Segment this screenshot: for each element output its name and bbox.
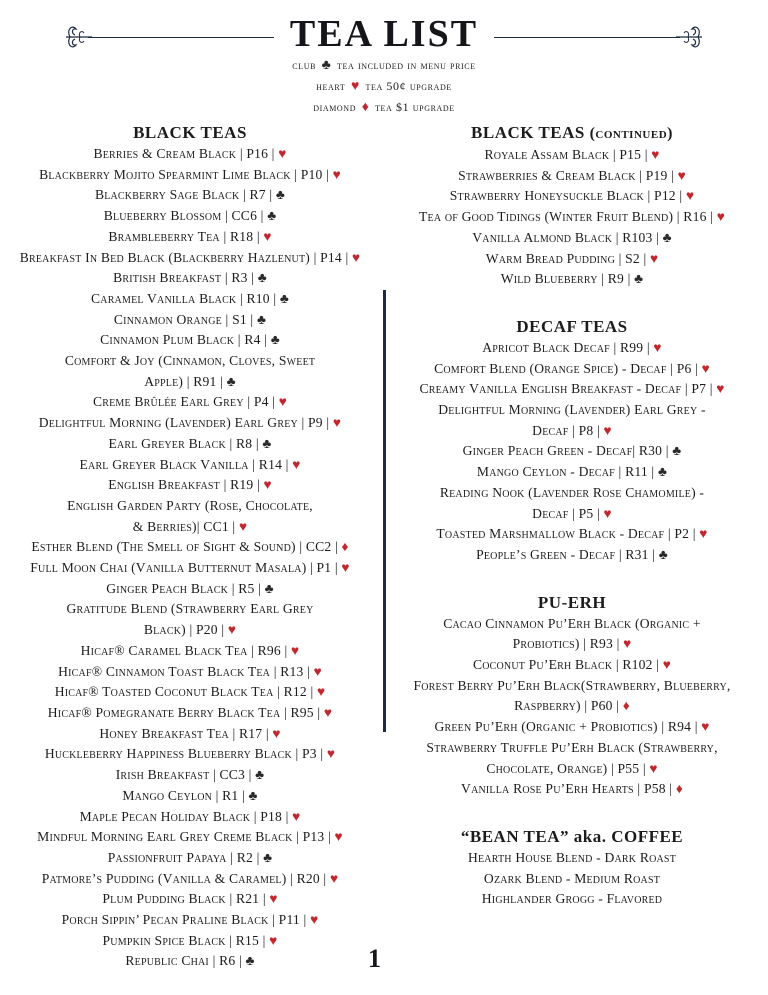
heart-icon: ♥ [269, 891, 278, 907]
club-icon: ♣ [275, 187, 286, 203]
item-text: Irish Breakfast | CC3 | [115, 767, 256, 783]
item-text: Decaf | P8 | [532, 422, 604, 438]
list-item [12, 268, 368, 289]
club-icon: ♣ [634, 271, 644, 287]
section-title-coffee: “BEAN TEA” aka. COFFEE [460, 826, 684, 846]
list-item [398, 614, 746, 655]
item-text: Caramel Vanilla Black | R10 | [91, 290, 280, 306]
list-item [12, 248, 368, 269]
club-icon: ♣ [321, 58, 332, 73]
diamond-icon: ♦ [622, 698, 630, 714]
item-text: Ozark Blend - Medium Roast [483, 870, 661, 886]
heart-icon: ♥ [662, 657, 672, 673]
item-text: Creme Brûlée Earl Grey | P4 | [92, 394, 279, 410]
legend-label: diamond [313, 100, 357, 114]
item-text: Strawberry Truffle Pu’Erh Black (Strawberry, [426, 739, 718, 755]
item-text: Porch Sippin’ Pecan Praline Black | P11 | [61, 912, 311, 928]
legend-club [0, 58, 768, 74]
page-title: TEA LIST [289, 13, 479, 55]
heart-icon: ♥ [651, 147, 660, 162]
list-item [12, 475, 368, 496]
list-item [12, 910, 368, 931]
list-item [398, 359, 746, 380]
heart-icon: ♥ [313, 663, 322, 679]
legend-label: club [292, 58, 317, 72]
list-item [12, 827, 368, 848]
heart-icon: ♥ [334, 829, 343, 845]
item-text: Wild Blueberry | R9 | [500, 271, 635, 287]
club-icon: ♣ [662, 229, 672, 245]
list-item [12, 289, 368, 310]
list-item [398, 889, 746, 910]
item-text: Blueberry Blossom | CC6 | [103, 208, 268, 224]
list-item [398, 717, 746, 738]
item-text: Comfort & Joy (Cinnamon, Cloves, Sweet [64, 353, 316, 369]
heart-icon: ♥ [716, 381, 725, 397]
heart-icon: ♥ [603, 505, 612, 521]
heart-icon: ♥ [227, 622, 237, 638]
list-item [398, 462, 746, 483]
tea-list [398, 145, 746, 290]
heart-icon: ♥ [716, 209, 725, 225]
list-item [398, 869, 746, 890]
section-title-text: BLACK TEAS [471, 123, 585, 142]
list-item [12, 558, 368, 579]
list-item [398, 779, 746, 800]
item-text: & Berries)| CC1 | [132, 518, 239, 534]
list-item [398, 483, 746, 524]
page-number: 1 [368, 944, 381, 973]
club-icon: ♣ [672, 443, 682, 459]
item-text: Delightful Morning (Lavender) Earl Grey | P9 | [38, 415, 333, 431]
page-header [0, 0, 768, 120]
item-text: Pumpkin Spice Black | R15 | [102, 932, 270, 948]
heart-icon: ♥ [332, 415, 342, 431]
club-icon: ♣ [226, 373, 236, 389]
list-item [12, 310, 368, 331]
heart-icon: ♥ [332, 166, 341, 182]
item-text: Cinnamon Plum Black | R4 | [100, 332, 271, 348]
club-icon: ♣ [264, 580, 274, 596]
list-item [12, 537, 368, 558]
list-item [12, 703, 368, 724]
item-text: Royale Assam Black | P15 | [484, 147, 652, 162]
list-item [12, 889, 368, 910]
list-item [398, 228, 746, 249]
item-text: Hearth House Blend - Dark Roast [467, 849, 677, 865]
list-item [398, 655, 746, 676]
list-item [398, 545, 746, 566]
item-text: British Breakfast | R3 | [113, 270, 258, 286]
list-item [12, 206, 368, 227]
club-icon: ♣ [257, 270, 267, 286]
club-icon: ♣ [279, 290, 289, 306]
heart-icon: ♥ [350, 79, 360, 94]
item-text: Creamy Vanilla English Breakfast - Decaf | P7 | [419, 381, 717, 397]
header-rule-right [494, 37, 680, 38]
item-text: Passionfruit Papaya | R2 | [107, 849, 264, 865]
item-text: Hicaf® Toasted Coconut Black Tea | R12 | [54, 684, 318, 700]
diamond-icon: ♦ [675, 781, 683, 797]
item-text: Apple) | R91 | [144, 373, 227, 389]
item-text: English Garden Party (Rose, Chocolate, [67, 497, 313, 513]
list-item [398, 166, 746, 187]
item-text: Forest Berry Pu’Erh Black(Strawberry, Blueberry, [413, 677, 731, 693]
heart-icon: ♥ [701, 719, 710, 735]
item-text: Toasted Marshmallow Black - Decaf | P2 | [436, 526, 700, 542]
club-icon: ♣ [658, 546, 668, 562]
club-icon: ♣ [263, 849, 273, 865]
list-item [12, 144, 368, 165]
list-item [12, 165, 368, 186]
list-item [12, 227, 368, 248]
legend-text: tea 50¢ upgrade [365, 79, 452, 93]
legend-label: heart [316, 79, 346, 93]
item-text: Vanilla Almond Black | R103 | [472, 229, 663, 245]
list-item [12, 848, 368, 869]
diamond-icon: ♦ [341, 539, 349, 555]
club-icon: ♣ [248, 787, 258, 803]
club-icon: ♣ [245, 953, 255, 969]
list-item [398, 338, 746, 359]
list-item [12, 392, 368, 413]
item-text: Honey Breakfast Tea | R17 | [99, 725, 273, 741]
list-item [12, 931, 368, 952]
list-item [12, 496, 368, 537]
club-icon: ♣ [267, 208, 277, 224]
item-text: Tea of Good Tidings (Winter Fruit Blend) | R16 | [419, 209, 717, 225]
heart-icon: ♥ [269, 932, 278, 948]
item-text: Berries & Cream Black | P16 | [93, 146, 279, 161]
item-text: Apricot Black Decaf | R99 | [482, 339, 654, 355]
item-text: Probiotics) | R93 | [512, 636, 624, 652]
list-item [12, 330, 368, 351]
heart-icon: ♥ [292, 456, 301, 472]
item-text: Delightful Morning (Lavender) Earl Grey - [438, 402, 706, 418]
heart-icon: ♥ [623, 636, 632, 652]
heart-icon: ♥ [323, 704, 333, 720]
list-item [12, 744, 368, 765]
item-text: Hicaf® Cinnamon Toast Black Tea | R13 | [58, 663, 314, 679]
heart-icon: ♥ [329, 870, 339, 886]
list-item [12, 807, 368, 828]
item-text: Blackberry Sage Black | R7 | [94, 187, 276, 203]
heart-icon: ♥ [310, 912, 319, 928]
list-item [398, 400, 746, 441]
list-item [12, 786, 368, 807]
list-item [398, 207, 746, 228]
section-title-decaf-teas: DECAF TEAS [516, 316, 628, 336]
list-item [398, 379, 746, 400]
heart-icon: ♥ [677, 167, 686, 183]
tea-list [398, 614, 746, 800]
item-text: Comfort Blend (Orange Spice) - Decaf | P6 | [434, 360, 702, 376]
list-item [12, 682, 368, 703]
heart-icon: ♥ [326, 746, 336, 762]
item-text: Cinnamon Orange | S1 | [113, 311, 257, 327]
list-item [12, 765, 368, 786]
item-text: Green Pu’Erh (Organic + Probiotics) | R94 | [434, 719, 702, 735]
heart-icon: ♥ [263, 228, 272, 244]
list-item [398, 249, 746, 270]
item-text: Plum Pudding Black | R21 | [102, 891, 270, 907]
section-title-suffix: (continued) [589, 125, 673, 142]
item-text: Hicaf® Caramel Black Tea | R96 | [80, 642, 292, 658]
item-text: Full Moon Chai (Vanilla Butternut Masala) | P1 | [30, 560, 342, 576]
heart-icon: ♥ [291, 642, 300, 658]
list-item [398, 269, 746, 290]
list-item [398, 186, 746, 207]
item-text: Vanilla Rose Pu’Erh Hearts | P58 | [461, 781, 676, 797]
list-item [12, 869, 368, 890]
item-text: Reading Nook (Lavender Rose Chamomile) - [439, 484, 705, 500]
heart-icon: ♥ [278, 394, 288, 410]
list-item [398, 441, 746, 462]
list-item [12, 185, 368, 206]
section-title-black-teas-continued [398, 122, 746, 145]
section-title-pu-erh: PU-ERH [537, 592, 607, 612]
list-item [12, 641, 368, 662]
list-item [398, 524, 746, 545]
item-text: Ginger Peach Black | R5 | [106, 580, 265, 596]
heart-icon: ♥ [653, 339, 662, 355]
item-text: Maple Pecan Holiday Black | P18 | [79, 808, 293, 824]
diamond-icon: ♦ [361, 100, 370, 115]
list-item [12, 434, 368, 455]
list-item [12, 413, 368, 434]
item-text: Ginger Peach Green - Decaf| R30 | [462, 443, 673, 459]
heart-icon: ♥ [351, 249, 361, 265]
item-text: Gratitude Blend (Strawberry Earl Grey [66, 601, 314, 617]
heart-icon: ♥ [278, 146, 287, 161]
list-item [12, 351, 368, 392]
item-text: Republic Chai | R6 | [125, 953, 246, 969]
item-text: Cacao Cinnamon Pu’Erh Black (Organic + [443, 615, 701, 631]
club-icon: ♣ [256, 311, 267, 327]
heart-icon: ♥ [238, 518, 248, 534]
item-text: Mindful Morning Earl Grey Creme Black | P13 | [37, 829, 335, 845]
heart-icon: ♥ [685, 188, 695, 204]
item-text: Earl Greyer Black Vanilla | R14 | [79, 456, 293, 472]
club-icon: ♣ [270, 332, 280, 348]
legend-text: tea included in menu price [337, 58, 476, 72]
item-text: Breakfast In Bed Black (Blackberry Hazlenut) | P14 | [19, 249, 352, 265]
item-text: Brambleberry Tea | R18 | [108, 228, 264, 244]
legend-diamond [0, 100, 768, 116]
legend-text: tea $1 upgrade [375, 100, 455, 114]
item-text: Highlander Grogg - Flavored [481, 891, 663, 907]
left-column [12, 122, 368, 972]
list-item [12, 662, 368, 683]
legend-heart [0, 79, 768, 95]
item-text: Esther Blend (The Smell of Sight & Sound) | CC2 | [31, 539, 342, 555]
list-item [398, 145, 746, 166]
column-divider [383, 290, 386, 732]
club-icon: ♣ [255, 767, 265, 783]
item-text: People’s Green - Decaf | R31 | [476, 546, 659, 562]
heart-icon: ♥ [701, 360, 710, 376]
item-text: Black) | P20 | [143, 622, 228, 638]
item-text: Hicaf® Pomegranate Berry Black Tea | R95 | [47, 704, 324, 720]
heart-icon: ♥ [649, 760, 658, 776]
item-text: Decaf | P5 | [532, 505, 604, 521]
item-text: Strawberry Honeysuckle Black | P12 | [449, 188, 686, 204]
item-text: Mango Ceylon | R1 | [122, 787, 249, 803]
coffee-list [398, 848, 746, 910]
list-item [398, 676, 746, 717]
heart-icon: ♥ [341, 560, 350, 576]
tea-list [398, 338, 746, 566]
item-text: Warm Bread Pudding | S2 | [485, 250, 650, 266]
tea-list [12, 144, 368, 972]
item-text: Coconut Pu’Erh Black | R102 | [472, 657, 663, 673]
heart-icon: ♥ [650, 250, 659, 266]
heart-icon: ♥ [292, 808, 301, 824]
list-item [12, 951, 368, 972]
item-text: Chocolate, Orange) | P55 | [486, 760, 650, 776]
item-text: Blackberry Mojito Spearmint Lime Black | P10 | [39, 166, 333, 182]
list-item [398, 738, 746, 779]
heart-icon: ♥ [263, 477, 272, 493]
item-text: Patmore’s Pudding (Vanilla & Caramel) | R20 | [41, 870, 330, 886]
list-item [12, 579, 368, 600]
club-icon: ♣ [657, 464, 668, 480]
list-item [398, 848, 746, 869]
list-item [12, 724, 368, 745]
item-text: Raspberry) | P60 | [514, 698, 623, 714]
right-column [398, 122, 746, 910]
heart-icon: ♥ [699, 526, 708, 542]
club-icon: ♣ [262, 435, 272, 451]
item-text: Earl Greyer Black | R8 | [108, 435, 263, 451]
flourish-right-icon [672, 20, 706, 54]
item-text: English Breakfast | R19 | [108, 477, 264, 493]
list-item [12, 599, 368, 640]
section-title-black-teas: BLACK TEAS [133, 123, 247, 142]
heart-icon: ♥ [603, 422, 612, 438]
list-item [12, 455, 368, 476]
item-text: Huckleberry Happiness Blueberry Black | P3 | [44, 746, 327, 762]
heart-icon: ♥ [272, 725, 281, 741]
item-text: Strawberries & Cream Black | P19 | [458, 167, 678, 183]
heart-icon: ♥ [317, 684, 326, 700]
item-text: Mango Ceylon - Decaf | R11 | [476, 464, 658, 480]
